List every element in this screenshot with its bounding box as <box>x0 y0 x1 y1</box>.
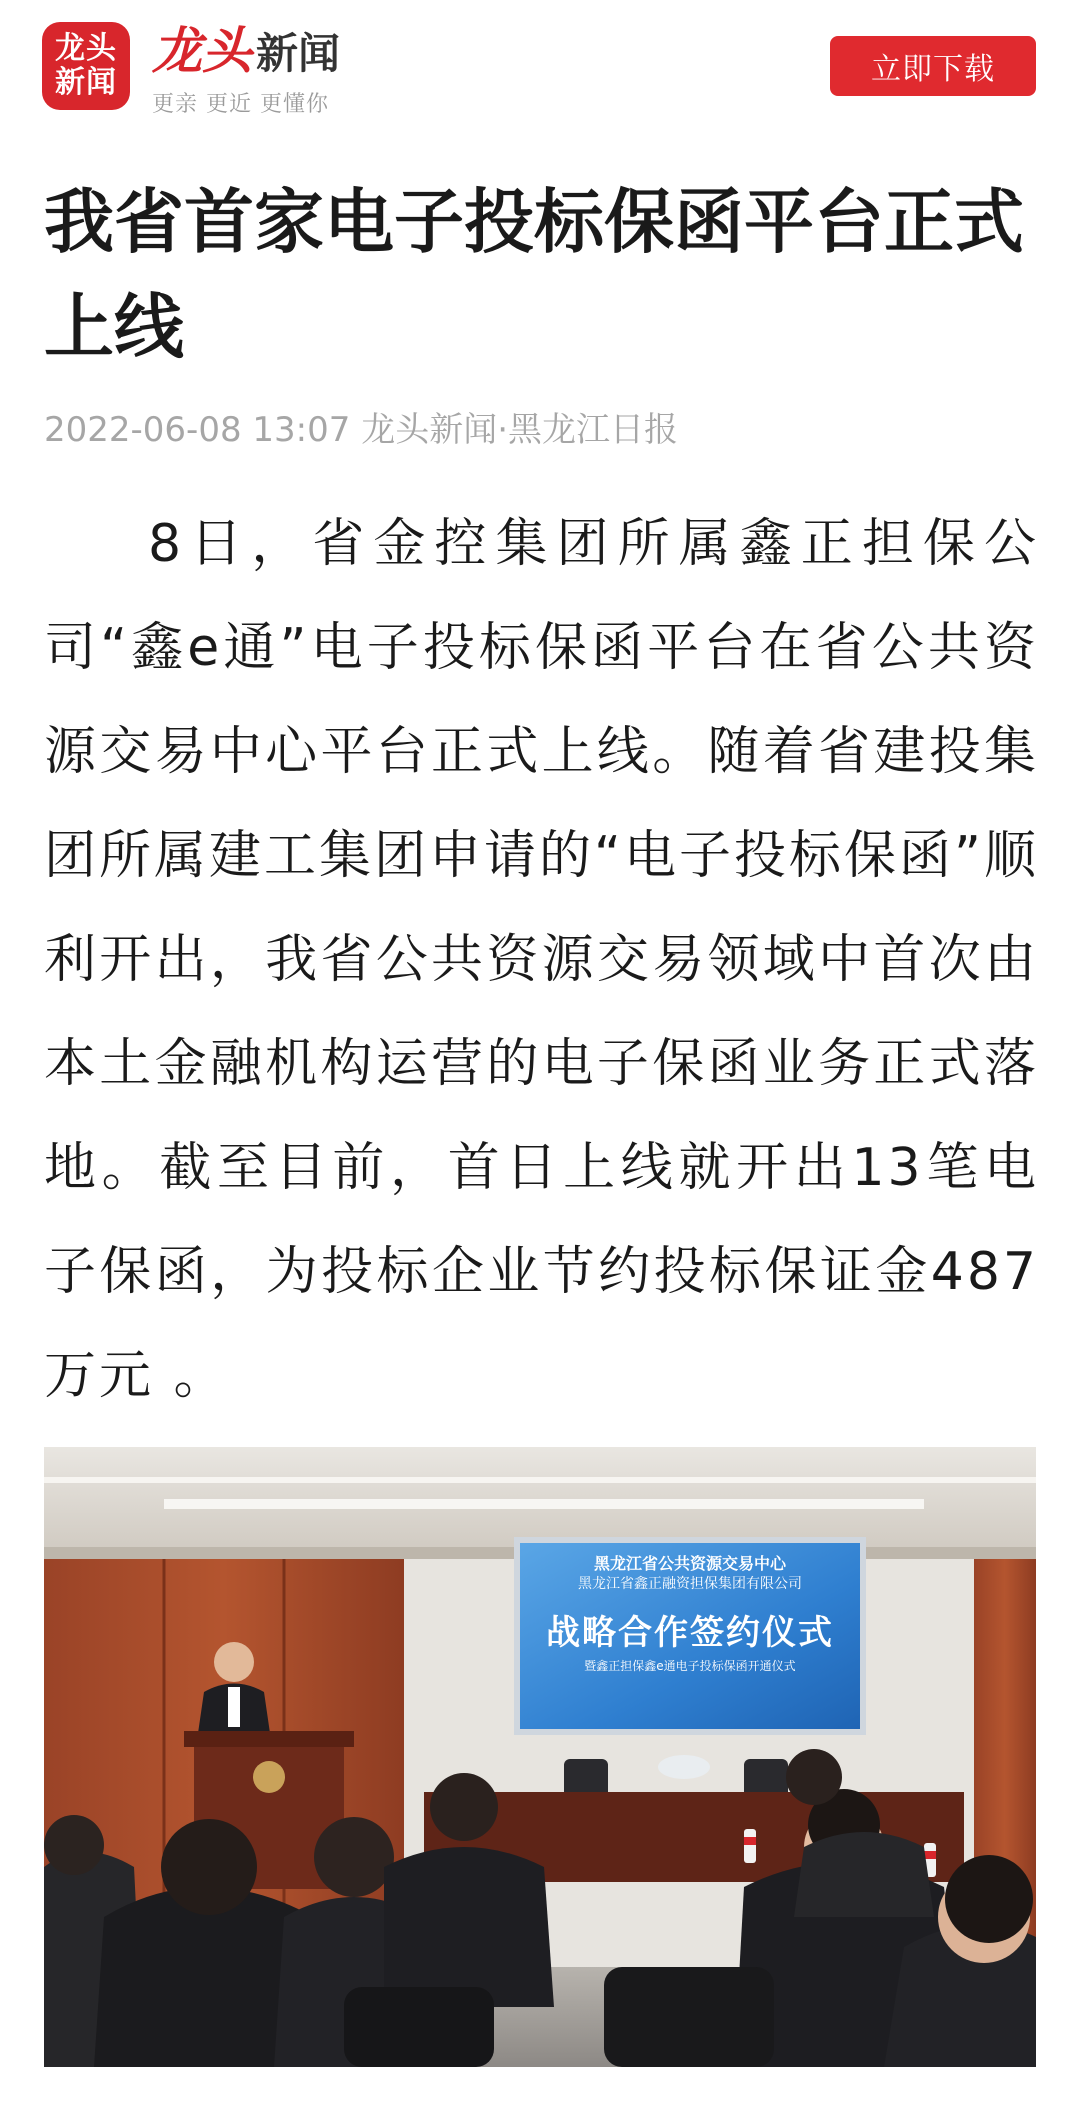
brand-name <box>152 24 340 81</box>
app-logo-line2: 新闻 <box>55 65 117 100</box>
download-button[interactable]: 立即下载 <box>830 36 1036 96</box>
app-logo-icon[interactable] <box>42 22 130 110</box>
brand-slogan: 更亲 更近 更懂你 <box>152 92 329 117</box>
article-photo[interactable] <box>44 1447 1036 2067</box>
conference-scene <box>44 1447 1036 2067</box>
screen-title: 战略合作签约仪式 <box>546 1613 834 1653</box>
article-meta: 2022-06-08 13:07 龙头新闻·黑龙江日报 <box>44 410 678 450</box>
app-logo-line1: 龙头 <box>55 31 117 66</box>
brand-block <box>152 24 340 118</box>
brand-name-highlight: 龙头 <box>152 22 252 80</box>
screen-line1: 黑龙江省公共资源交易中心 <box>593 1554 786 1573</box>
app-header <box>0 0 1080 150</box>
screen-line2: 黑龙江省鑫正融资担保集团有限公司 <box>578 1576 802 1592</box>
article-body: 8日，省金控集团所属鑫正担保公司“鑫e通”电子投标保函平台在省公共资源交易中心平台正式上线。随着省建投集团所属建工集团申请的“电子投标保函”顺利开出，我省公共资源交易领域中首次由本土金融机构运营的电子保函业务正式落地。截至目前，首日上线就开出13笔电子保函，为投标企业节约投标保证金487万元 。 <box>44 514 1039 1406</box>
article-title: 我省首家电子投标保函平台正式上线 <box>44 181 1024 368</box>
screen-subtitle: 暨鑫正担保鑫e通电子投标保函开通仪式 <box>584 1659 796 1673</box>
brand-name-rest: 新闻 <box>256 29 341 78</box>
